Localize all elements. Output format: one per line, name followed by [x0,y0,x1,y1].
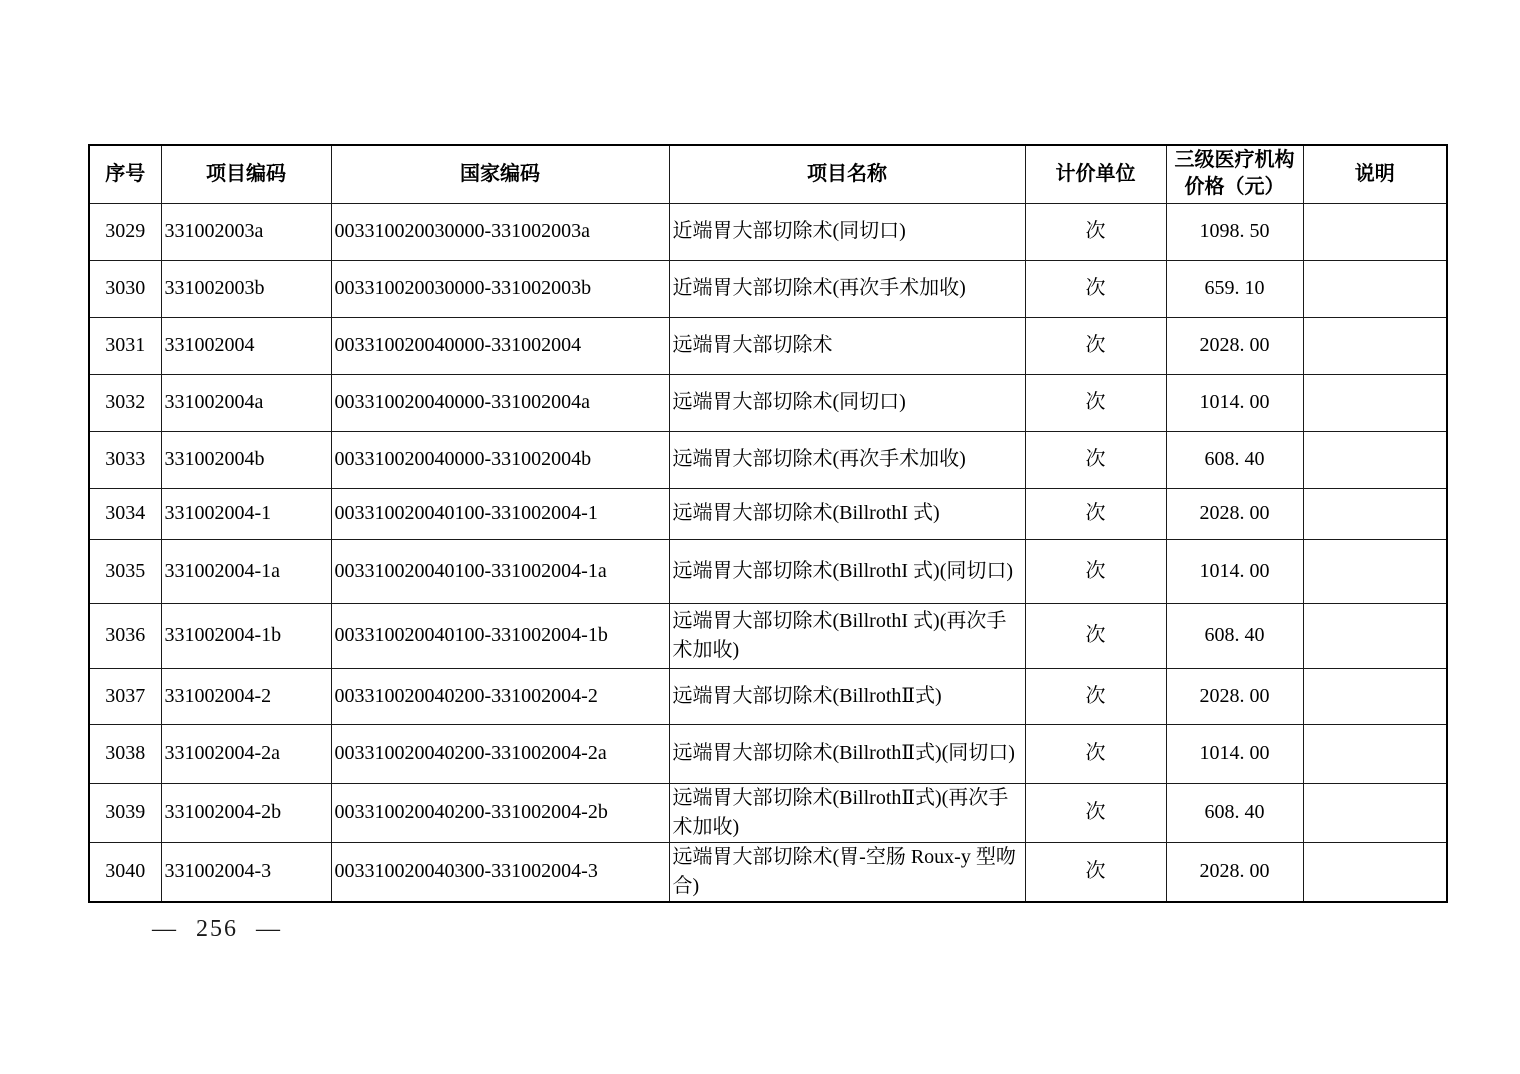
item-code-cell: 331002004-2b [161,783,331,842]
item-name-cell: 远端胃大部切除术(BillrothⅡ式)(同切口) [669,724,1025,783]
item-code-cell: 331002004-3 [161,842,331,902]
unit-cell: 次 [1025,842,1166,902]
item-name-cell: 远端胃大部切除术(BillrothI 式) [669,488,1025,539]
column-header-national-code: 国家编码 [331,145,669,203]
table-row [89,724,1447,783]
unit-cell: 次 [1025,374,1166,431]
price-cell: 1014. 00 [1166,539,1303,603]
price-cell: 1014. 00 [1166,374,1303,431]
national-code-cell: 003310020040000-331002004b [331,431,669,488]
price-cell: 2028. 00 [1166,488,1303,539]
table-row [89,317,1447,374]
note-cell [1303,488,1447,539]
item-name-cell: 远端胃大部切除术(胃-空肠 Roux-y 型吻合) [669,842,1025,902]
unit-cell: 次 [1025,431,1166,488]
item-name-cell: 远端胃大部切除术(BillrothI 式)(同切口) [669,539,1025,603]
seq-cell: 3032 [89,374,161,431]
seq-cell: 3039 [89,783,161,842]
national-code-cell: 003310020030000-331002003a [331,203,669,260]
price-cell: 608. 40 [1166,603,1303,668]
table-row [89,431,1447,488]
item-name-cell: 远端胃大部切除术 [669,317,1025,374]
unit-cell: 次 [1025,260,1166,317]
price-cell: 1098. 50 [1166,203,1303,260]
item-code-cell: 331002004-2a [161,724,331,783]
national-code-cell: 003310020040100-331002004-1b [331,603,669,668]
item-code-cell: 331002004-2 [161,668,331,724]
table-row [89,260,1447,317]
item-code-cell: 331002003a [161,203,331,260]
column-header-unit: 计价单位 [1025,145,1166,203]
item-code-cell: 331002004-1 [161,488,331,539]
table-row [89,488,1447,539]
seq-cell: 3034 [89,488,161,539]
item-name-cell: 近端胃大部切除术(再次手术加收) [669,260,1025,317]
price-table [88,144,1448,903]
item-code-cell: 331002004a [161,374,331,431]
national-code-cell: 003310020040200-331002004-2 [331,668,669,724]
national-code-cell: 003310020040200-331002004-2a [331,724,669,783]
note-cell [1303,783,1447,842]
unit-cell: 次 [1025,203,1166,260]
item-code-cell: 331002004-1a [161,539,331,603]
price-cell: 2028. 00 [1166,668,1303,724]
seq-cell: 3036 [89,603,161,668]
price-cell: 608. 40 [1166,431,1303,488]
unit-cell: 次 [1025,488,1166,539]
seq-cell: 3031 [89,317,161,374]
price-cell: 659. 10 [1166,260,1303,317]
item-name-cell: 远端胃大部切除术(再次手术加收) [669,431,1025,488]
note-cell [1303,203,1447,260]
note-cell [1303,724,1447,783]
item-code-cell: 331002004 [161,317,331,374]
national-code-cell: 003310020040100-331002004-1a [331,539,669,603]
note-cell [1303,539,1447,603]
column-header-item-code: 项目编码 [161,145,331,203]
unit-cell: 次 [1025,724,1166,783]
page-number: — 256 — [152,916,282,942]
seq-cell: 3030 [89,260,161,317]
table-header-row [89,145,1447,203]
price-cell: 2028. 00 [1166,317,1303,374]
item-name-cell: 近端胃大部切除术(同切口) [669,203,1025,260]
unit-cell: 次 [1025,783,1166,842]
price-cell: 2028. 00 [1166,842,1303,902]
note-cell [1303,260,1447,317]
unit-cell: 次 [1025,539,1166,603]
note-cell [1303,431,1447,488]
seq-cell: 3037 [89,668,161,724]
seq-cell: 3035 [89,539,161,603]
price-cell: 1014. 00 [1166,724,1303,783]
column-header-price: 三级医疗机构价格（元） [1166,145,1303,203]
item-name-cell: 远端胃大部切除术(BillrothI 式)(再次手术加收) [669,603,1025,668]
item-code-cell: 331002004-1b [161,603,331,668]
national-code-cell: 003310020040200-331002004-2b [331,783,669,842]
table-row [89,374,1447,431]
unit-cell: 次 [1025,603,1166,668]
table-row [89,203,1447,260]
unit-cell: 次 [1025,317,1166,374]
price-cell: 608. 40 [1166,783,1303,842]
item-name-cell: 远端胃大部切除术(BillrothⅡ式)(再次手术加收) [669,783,1025,842]
seq-cell: 3040 [89,842,161,902]
national-code-cell: 003310020040000-331002004 [331,317,669,374]
national-code-cell: 003310020040000-331002004a [331,374,669,431]
note-cell [1303,317,1447,374]
seq-cell: 3029 [89,203,161,260]
note-cell [1303,668,1447,724]
table-row [89,539,1447,603]
note-cell [1303,842,1447,902]
national-code-cell: 003310020030000-331002003b [331,260,669,317]
note-cell [1303,374,1447,431]
table-row [89,603,1447,668]
column-header-note: 说明 [1303,145,1447,203]
national-code-cell: 003310020040300-331002004-3 [331,842,669,902]
seq-cell: 3033 [89,431,161,488]
item-name-cell: 远端胃大部切除术(BillrothⅡ式) [669,668,1025,724]
table-row [89,668,1447,724]
table-row [89,783,1447,842]
column-header-seq: 序号 [89,145,161,203]
item-code-cell: 331002003b [161,260,331,317]
national-code-cell: 003310020040100-331002004-1 [331,488,669,539]
item-code-cell: 331002004b [161,431,331,488]
column-header-item-name: 项目名称 [669,145,1025,203]
table-row [89,842,1447,902]
item-name-cell: 远端胃大部切除术(同切口) [669,374,1025,431]
unit-cell: 次 [1025,668,1166,724]
seq-cell: 3038 [89,724,161,783]
note-cell [1303,603,1447,668]
